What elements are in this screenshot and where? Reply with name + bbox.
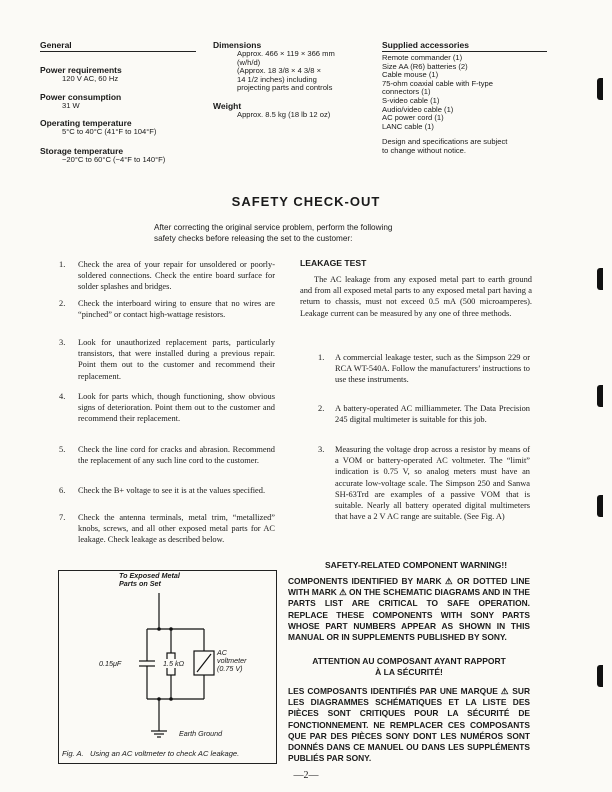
safety-check-item (59, 391, 275, 425)
operating-temperature-label: Operating temperature (40, 118, 132, 129)
leakage-method-item (318, 444, 530, 522)
binder-mark (597, 385, 603, 407)
page-number: —2— (293, 770, 319, 781)
leakage-paragraph (300, 274, 532, 319)
junction-dot (157, 627, 161, 631)
capacitor-label: 0.15μF (99, 659, 122, 668)
ground-label: Earth Ground (179, 729, 223, 738)
method-text: A battery-operated AC milliammeter. The Data Precision 245 digital multimeter is suitable for this job. (335, 404, 530, 425)
binder-mark (597, 495, 603, 517)
power-consumption-value: 31 W (62, 100, 80, 110)
dimensions-line: (Approx. 18 3/8 × 4 3/8 × (237, 66, 322, 76)
check-number: 5. (59, 445, 66, 454)
method-number: 3. (318, 445, 325, 454)
voltmeter-label-line: AC (217, 648, 227, 657)
check-number: 4. (59, 392, 66, 401)
accessory-item: Audio/video cable (1) (382, 104, 454, 114)
safety-check-item (59, 259, 275, 293)
accessory-item: Remote commander (1) (382, 53, 463, 62)
method-number: 1. (318, 353, 325, 362)
check-number: 7. (59, 513, 66, 522)
weight-heading: Weight (213, 100, 242, 111)
method-number: 2. (318, 404, 325, 413)
dimensions-value (213, 50, 363, 93)
dimensions-line: 14 1/2 inches) including (237, 74, 317, 84)
check-text: Check the antenna terminals, metal trim, “metallized” knobs, screws, and all other exposed metal parts for AC leakage. Check leakage as described below. (78, 513, 275, 545)
check-text: Look for parts which, though functioning, show obvious signs of deterioration. Point them out to the customer and recommend their replacement. (78, 392, 275, 424)
warning-en-heading: SAFETY-RELATED COMPONENT WARNING!! (324, 560, 508, 570)
dimensions-heading: Dimensions (213, 40, 262, 50)
safety-check-item (59, 444, 275, 466)
check-number: 6. (59, 486, 66, 495)
leakage-paragraph-text: The AC leakage from any exposed metal part to earth ground and from all exposed metal parts to any exposed metal part having a return to chassis, must not exceed 0.5 mA (500 microamperes). Leakage current can be measured by any one of three methods. (300, 275, 532, 318)
check-text: Look for unauthorized replacement parts, particularly transistors, that were installed during a previous repair. Point them out to the customer and recommend their replacement. (78, 338, 275, 381)
safety-check-item (59, 512, 275, 546)
warning-fr-heading-line: À LA SÉCURITÉ! (375, 667, 443, 677)
accessory-item: 75-ohm coaxial cable with F-type (382, 78, 494, 88)
operating-temperature-value: 5°C to 40°C (41°F to 104°F) (62, 127, 157, 137)
safety-check-item (59, 337, 275, 382)
storage-temperature-value: −20°C to 60°C (−4°F to 140°F) (62, 154, 166, 164)
junction-dot (169, 627, 173, 631)
warning-fr-heading-line: ATTENTION AU COMPOSANT AYANT RAPPORT (312, 656, 506, 666)
storage-temperature-label: Storage temperature (40, 145, 124, 156)
voltmeter-label (217, 649, 247, 673)
accessory-item: Size AA (R6) batteries (2) (382, 61, 468, 71)
figure-caption: Fig. A. Using an AC voltmeter to check AC leakage. (62, 749, 240, 758)
voltmeter-label-line: voltmeter (217, 656, 247, 665)
check-text: Check the line cord for cracks and abrasion. Recommend the replacement of any such line cord to the customer. (78, 445, 275, 466)
note-line: to change without notice. (382, 145, 467, 155)
check-number: 3. (59, 338, 66, 347)
junction-dot (157, 697, 161, 701)
power-requirements-label: Power requirements (40, 65, 122, 75)
binder-mark (597, 78, 603, 100)
power-requirements-value: 120 V AC, 60 Hz (62, 74, 119, 83)
accessory-item: S-video cable (1) (382, 95, 440, 105)
check-text: Check the B+ voltage to see it is at the values specified. (78, 486, 266, 495)
leakage-method-item (318, 352, 530, 386)
page-title: SAFETY CHECK-OUT (231, 194, 381, 209)
warning-fr-heading (288, 656, 530, 678)
resistor-label: 1.5 kΩ (163, 659, 185, 668)
dimensions-line: (w/h/d) (237, 57, 261, 67)
check-text: Check the area of your repair for unsoldered or poorly-soldered connections. Check the entire board surface for solder splashes and bridges. (78, 260, 275, 292)
dimensions-line: projecting parts and controls (237, 83, 333, 93)
accessory-item: connectors (1) (382, 87, 431, 97)
general-heading: General (40, 40, 196, 52)
method-text: A commercial leakage tester, such as the Simpson 229 or RCA WT-540A. Follow the manufacturers’ instructions to use these instruments. (335, 353, 530, 385)
warning-en-text: COMPONENTS IDENTIFIED BY MARK ⚠ OR DOTTED LINE WITH MARK ⚠ ON THE SCHEMATIC DIAGRAMS AND IN THE PARTS LIST ARE CRITICAL TO SAFE OPERATION. REPLACE THESE COMPONENTS WITH SONY PARTS WHOSE PART NUMBERS APPEAR AS SHOWN IN THIS MANUAL OR IN SUPPLEMENTS PUBLISHED BY SONY. (288, 576, 530, 643)
warning-fr-text: LES COMPOSANTS IDENTIFIÉS PAR UNE MARQUE ⚠ SUR LES DIAGRAMMES SCHÉMATIQUES ET LA LISTE DES PIÈCES SONT CRITIQUES POUR LA SÉCURITÉ DE FONCTIONNEMENT. NE REMPLACER CES COMPOSANTS QUE PAR DES PIÈCES SONY DONT LES NUMÉROS SONT DONNÉS DANS CE MANUEL OU DANS LES SUPPLÉMENTS PUBLIÉS PAR SONY. (288, 686, 530, 764)
safety-check-item (59, 298, 275, 320)
figure-top-label (119, 572, 209, 588)
figure-a (58, 570, 277, 764)
figure-top-label-line: To Exposed Metal (119, 571, 180, 580)
voltmeter-label-line: (0.75 V) (217, 664, 243, 673)
binder-mark (597, 268, 603, 290)
leakage-method-item (318, 403, 530, 425)
spec-general (40, 40, 196, 164)
note-line: Design and specifications are subject (382, 137, 508, 147)
check-number: 2. (59, 299, 66, 308)
accessory-item: LANC cable (1) (382, 121, 434, 131)
dimensions-line: Approx. 466 × 119 × 366 mm (237, 49, 335, 58)
accessories-heading: Supplied accessories (382, 40, 547, 52)
figure-top-label-line: Parts on Set (119, 579, 161, 588)
accessory-item: AC power cord (1) (382, 113, 444, 123)
check-text: Check the interboard wiring to ensure that no wires are “pinched” or contact high-wattage resistors. (78, 299, 275, 320)
binder-mark (597, 665, 603, 687)
method-text: Measuring the voltage drop across a resistor by means of a VOM or battery-operated AC voltmeter. The “limit” indication is 0.75 V, so analog meters must have an accurate low-voltage scale. The Simpson 250 and Sanwa SH-63Trd are examples of a passive VOM that is suitable. Nearly all battery operated digital multimeters that have a 2 V AC range are suitable. (See Fig. A) (335, 445, 530, 522)
intro-line: safety checks before releasing the set to the customer: (154, 234, 353, 243)
junction-dot (169, 697, 173, 701)
safety-intro (154, 222, 484, 244)
spec-accessories (382, 40, 547, 156)
safety-check-item (59, 485, 275, 496)
spec-dimensions (213, 40, 363, 120)
intro-line: After correcting the original service problem, perform the following (154, 223, 393, 232)
specs-note (382, 138, 547, 155)
leakage-heading: LEAKAGE TEST (300, 258, 367, 268)
weight-value: Approx. 8.5 kg (18 lb 12 oz) (237, 109, 331, 119)
accessory-item: Cable mouse (1) (382, 70, 439, 80)
accessories-list (382, 54, 547, 131)
power-consumption-label: Power consumption (40, 91, 122, 102)
check-number: 1. (59, 260, 66, 269)
